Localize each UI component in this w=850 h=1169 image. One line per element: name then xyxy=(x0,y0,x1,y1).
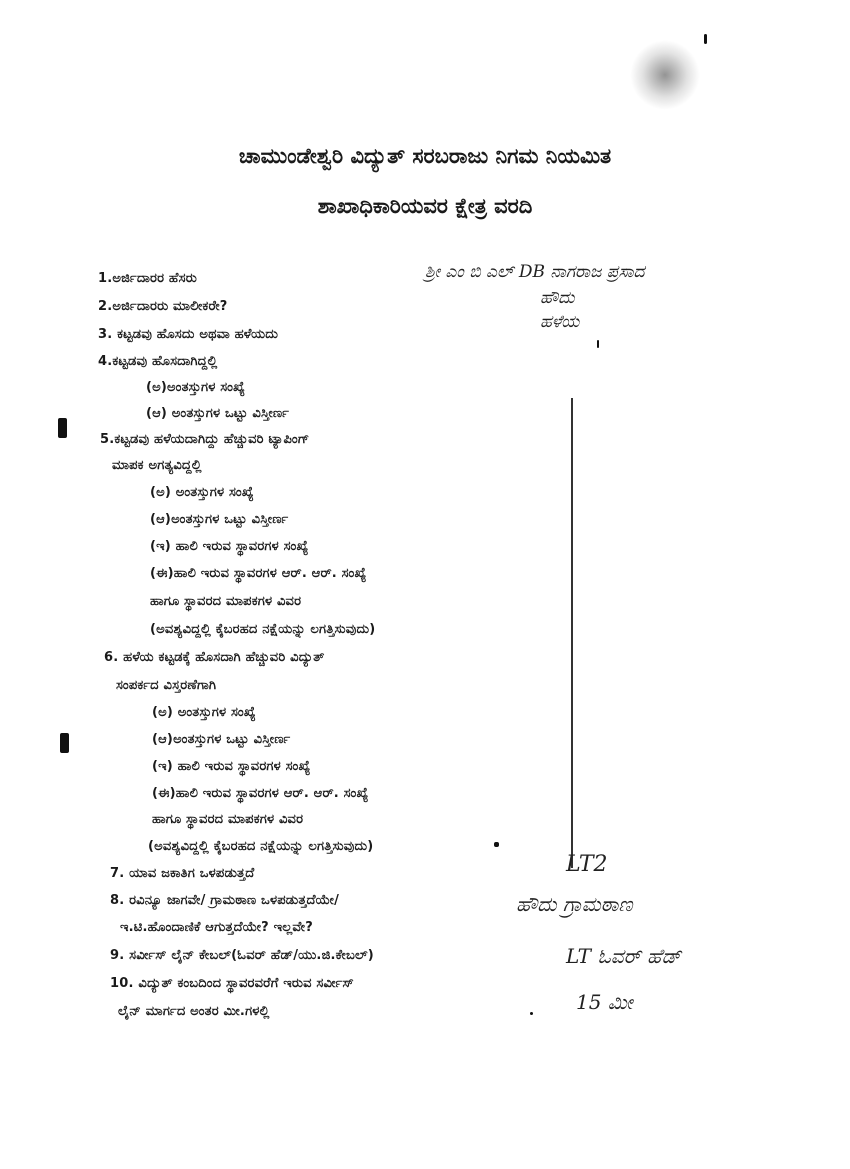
question-3: 3. ಕಟ್ಟಡವು ಹೊಸದು ಅಥವಾ ಹಳೆಯದು xyxy=(98,327,279,342)
question-6a: (ಅ) ಅಂತಸ್ತುಗಳ ಸಂಖ್ಯೆ xyxy=(152,705,256,720)
question-6-note: (ಅವಶ್ಯವಿದ್ದಲ್ಲಿ ಕೈಬರಹದ ನಕ್ಷೆಯನ್ನು ಲಗತ್ತಿಸುವುದು) xyxy=(148,839,374,854)
question-6b: (ಆ)ಅಂತಸ್ತುಗಳ ಒಟ್ಟು ವಿಸ್ತೀರ್ಣ xyxy=(152,732,291,747)
question-4: 4.ಕಟ್ಟಡವು ಹೊಸದಾಗಿದ್ದಲ್ಲಿ xyxy=(98,354,218,369)
handwritten-vertical-line xyxy=(571,398,573,868)
scan-speck xyxy=(494,842,499,847)
handwritten-answer-distance: 15 ಮೀ xyxy=(576,990,633,1014)
question-2: 2.ಅರ್ಜಿದಾರರು ಮಾಲೀಕರೇ? xyxy=(98,299,228,314)
question-5b: (ಆ)ಅಂತಸ್ತುಗಳ ಒಟ್ಟು ವಿಸ್ತೀರ್ಣ xyxy=(150,512,289,527)
scan-speck xyxy=(58,418,67,438)
question-5: 5.ಕಟ್ಟಡವು ಹಳೆಯದಾಗಿದ್ದು ಹೆಚ್ಚುವರಿ ಟ್ಯಾಪಿಂಗ್ xyxy=(100,432,310,447)
question-5c: (ಇ) ಹಾಲಿ ಇರುವ ಸ್ಥಾವರಗಳ ಸಂಖ್ಯೆ xyxy=(150,539,309,554)
question-10: 10. ವಿದ್ಯುತ್ ಕಂಬದಿಂದ ಸ್ಥಾವರವರೆಗೆ ಇರುವ ಸರ್ವೀಸ್ xyxy=(110,976,354,991)
question-1: 1.ಅರ್ಜಿದಾರರ ಹೆಸರು xyxy=(98,271,197,286)
question-6d: (ಈ)ಹಾಲಿ ಇರುವ ಸ್ಥಾವರಗಳ ಆರ್. ಆರ್. ಸಂಖ್ಯೆ xyxy=(152,786,369,801)
scan-speck xyxy=(530,1012,533,1015)
question-8: 8. ರವಿನ್ಯೂ ಜಾಗವೇ/ ಗ್ರಾಮಠಾಣ ಒಳಪಡುತ್ತದೆಯೇ/ xyxy=(110,893,340,908)
question-5a: (ಅ) ಅಂತಸ್ತುಗಳ ಸಂಖ್ಯೆ xyxy=(150,485,254,500)
question-4a: (ಅ)ಅಂತಸ್ತುಗಳ ಸಂಖ್ಯೆ xyxy=(146,380,246,395)
question-6c: (ಇ) ಹಾಲಿ ಇರುವ ಸ್ಥಾವರಗಳ ಸಂಖ್ಯೆ xyxy=(152,759,311,774)
handwritten-answer-name: ಶ್ರೀ ಎಂ ಬಿ ಎಲ್ DB ನಾಗರಾಜ ಪ್ರಸಾದ xyxy=(425,262,645,282)
question-6-cont: ಸಂಪರ್ಕದ ವಿಸ್ತರಣೆಗಾಗಿ xyxy=(116,678,217,693)
question-8-cont: ಇ.ಟಿ.ಹೊಂದಾಣಿಕೆ ಆಗುತ್ತದೆಯೇ? ಇಲ್ಲವೇ? xyxy=(120,920,313,935)
handwritten-answer-tariff: LT2 xyxy=(566,852,608,877)
handwritten-answer-revenue: ಹೌದು ಗ್ರಾಮಠಾಣ xyxy=(516,892,633,916)
scan-speck xyxy=(704,34,707,44)
question-5-note: (ಅವಶ್ಯವಿದ್ದಲ್ಲಿ ಕೈಬರಹದ ನಕ್ಷೆಯನ್ನು ಲಗತ್ತಿಸುವುದು) xyxy=(150,622,376,637)
question-6d-cont: ಹಾಗೂ ಸ್ಥಾವರದ ಮಾಪಕಗಳ ವಿವರ xyxy=(152,812,304,827)
question-10-cont: ಲೈನ್ ಮಾರ್ಗದ ಅಂತರ ಮೀ.ಗಳಲ್ಲಿ xyxy=(118,1004,270,1019)
question-5d: (ಈ)ಹಾಲಿ ಇರುವ ಸ್ಥಾವರಗಳ ಆರ್. ಆರ್. ಸಂಖ್ಯೆ xyxy=(150,566,367,581)
scan-speck xyxy=(60,733,69,753)
handwritten-answer-new-old: ಹಳೆಯ xyxy=(540,312,580,332)
document-subtitle: ಶಾಖಾಧಿಕಾರಿಯವರ ಕ್ಷೇತ್ರ ವರದಿ xyxy=(317,194,533,218)
question-4b: (ಆ) ಅಂತಸ್ತುಗಳ ಒಟ್ಟು ವಿಸ್ತೀರ್ಣ xyxy=(146,406,290,421)
scan-smudge xyxy=(616,26,713,123)
handwritten-answer-owner: ಹೌದು xyxy=(540,288,575,308)
document-title: ಚಾಮುಂಡೇಶ್ವರಿ ವಿದ್ಯುತ್ ಸರಬರಾಜು ನಿಗಮ ನಿಯಮಿತ xyxy=(238,144,612,168)
handwritten-answer-cable: LT ಓವರ್ ಹೆಡ್ xyxy=(566,944,681,968)
question-6: 6. ಹಳೆಯ ಕಟ್ಟಡಕ್ಕೆ ಹೊಸದಾಗಿ ಹೆಚ್ಚುವರಿ ವಿದ್ಯುತ್ xyxy=(104,650,325,665)
question-9: 9. ಸರ್ವೀಸ್ ಲೈನ್ ಕೇಬಲ್(ಓವರ್ ಹೆಡ್/ಯು.ಜಿ.ಕೇಬಲ್) xyxy=(110,948,374,963)
question-5d-cont: ಹಾಗೂ ಸ್ಥಾವರದ ಮಾಪಕಗಳ ವಿವರ xyxy=(150,594,302,609)
scan-speck xyxy=(597,340,599,348)
question-5-cont: ಮಾಪಕ ಅಗತ್ಯವಿದ್ದಲ್ಲಿ xyxy=(112,458,202,473)
question-7: 7. ಯಾವ ಜಕಾತಿಗ ಒಳಪಡುತ್ತದೆ xyxy=(110,866,255,881)
